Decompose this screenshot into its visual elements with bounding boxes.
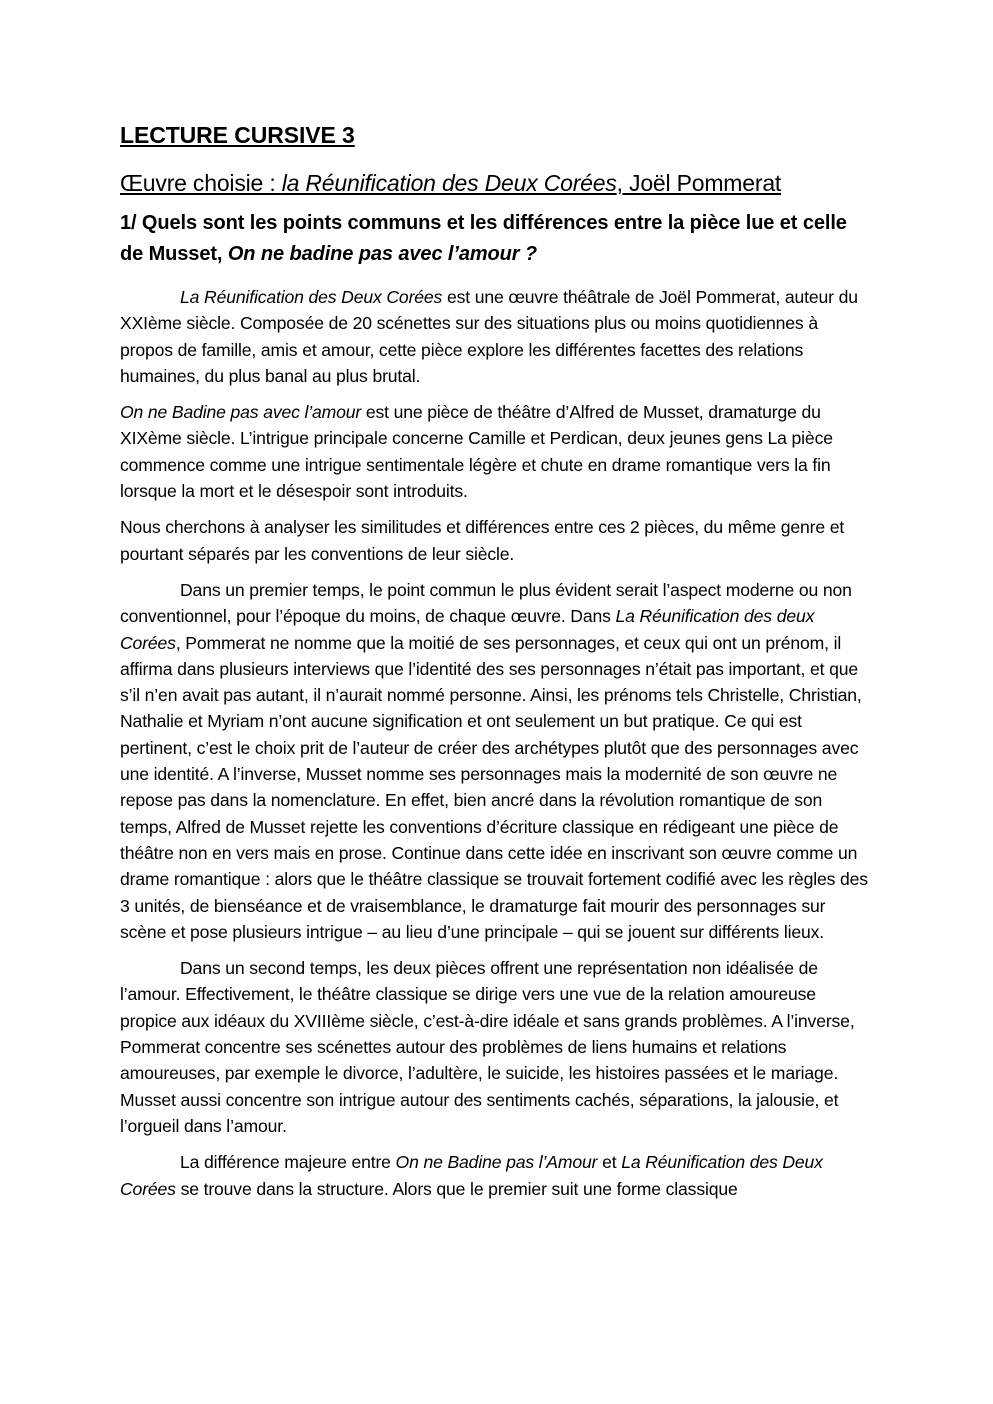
document-title: LECTURE CURSIVE 3 (120, 122, 355, 148)
paragraph-work-title: On ne Badine pas avec l’amour (120, 402, 362, 423)
paragraph-text: Dans un premier temps, le point commun le plus évident serait l’aspect moderne ou non conventionnel, pour l’époque du moins, de chaque œuvre. Dans (120, 579, 852, 627)
chosen-work-author: , Joël Pommerat (616, 170, 782, 196)
question-text: 1/ Quels sont les points communs et les différences entre la pièce lue et celle de Musset, (120, 212, 847, 265)
chosen-work-heading (120, 166, 872, 200)
paragraph-work-title: La Réunification des deux Corées (120, 606, 815, 653)
question-work-title: On ne badine pas avec l’amour ? (227, 243, 538, 265)
paragraph-text: est une pièce de théâtre d’Alfred de Musset, dramaturge du XIXème siècle. L’intrigue principale concerne Camille et Perdican, deux jeunes gens La pièce commence comme une intrigue sentimentale légère et chute en drame romantique vers la fin lorsque la mort et le désespoir sont introduits. (120, 402, 833, 502)
paragraph-intro-pommerat (120, 284, 872, 389)
paragraph-problematique: Nous cherchons à analyser les similitudes et différences entre ces 2 pièces, du même genre et pourtant séparés par les conventions de leur siècle. (120, 517, 845, 564)
paragraph-second-point: Dans un second temps, les deux pièces offrent une représentation non idéalisée de l’amour. Effectivement, le théâtre classique se dirige vers une vue de la relation amoureuse propice aux idéaux du XVIIIème siècle, c’est-à-dire idéale et sans grands problèmes. A l’inverse, Pommerat concentre ses scénettes autour des problèmes de liens humains et relations amoureuses, par exemple le divorce, l’adultère, le suicide, les histoires passées et le mariage. Musset aussi concentre son intrigue autour des sentiments cachés, séparations, la jalousie, et l’orgueil dans l’amour. (120, 958, 855, 1136)
paragraph-first-point (120, 577, 872, 945)
paragraph-text: , Pommerat ne nomme que la moitié de ses personnages, et ceux qui ont un prénom, il affirma dans plusieurs interviews que l’identité des ses personnages n’était pas important, et que s’il n’en avait pas autant, il n’aurait nommé personne. Ainsi, les prénoms tels Christelle, Christian, Nathalie et Myriam n’ont aucune signification et ont seulement un but pratique. Ce qui est pertinent, c’est le choix prit de l’auteur de créer des archétypes plutôt que des personnages avec une identité. A l’inverse, Musset nomme ses personnages mais la modernité de son œuvre ne repose pas dans la nomenclature. En effet, bien ancré dans la révolution romantique de son temps, Alfred de Musset rejette les conventions d’écriture classique en rédigeant une pièce de théâtre non en vers mais en prose. Continue dans cette idée en inscrivant son œuvre comme un drame romantique : alors que le théâtre classique se trouvait fortement codifié avec les règles des 3 unités, de bienséance et de vraisemblance, le dramaturge fait mourir des personnages sur scène et pose plusieurs intrigue – au lieu d’une principale – qui se jouent sur différents lieux. (120, 632, 868, 942)
chosen-work-prefix: Œuvre choisie : (120, 170, 282, 196)
question-heading (120, 208, 872, 270)
chosen-work-title: la Réunification des Deux Corées (281, 170, 617, 196)
paragraph-work-title: La Réunification des Deux Corées (180, 287, 443, 307)
paragraph-difference (120, 1149, 872, 1202)
paragraph-text: La différence majeure entre (180, 1152, 396, 1173)
paragraph-work-title: La Réunification des Deux Corées (120, 1152, 823, 1199)
paragraph-intro-musset (120, 399, 872, 504)
document-page (120, 118, 872, 1202)
paragraph-work-title: On ne Badine pas l’Amour (395, 1152, 598, 1173)
paragraph-text: et (597, 1152, 622, 1173)
paragraph-text: est une œuvre théâtrale de Joël Pommerat, auteur du XXIème siècle. Composée de 20 scénettes sur des situations plus ou moins quotidiennes à propos de famille, amis et amour, cette pièce explore les différentes facettes des relations humaines, du plus banal au plus brutal. (120, 287, 858, 386)
paragraph-text: se trouve dans la structure. Alors que le premier suit une forme classique (175, 1178, 738, 1199)
